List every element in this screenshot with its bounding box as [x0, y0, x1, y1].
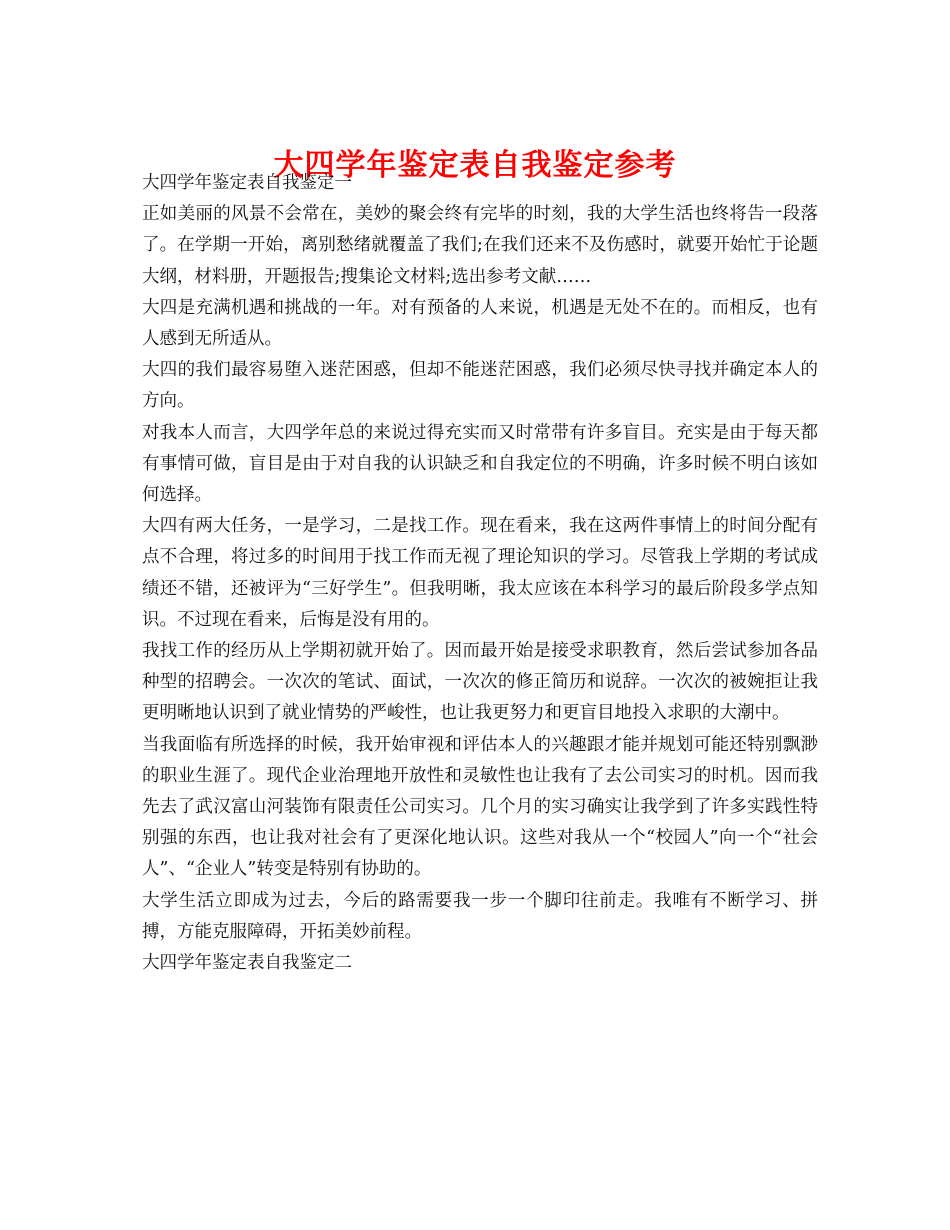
- body-paragraph: 当我面临有所选择的时候，我开始审视和评估本人的兴趣跟才能并规划可能还特别飘渺的职业生涯了。现代企业治理地开放性和灵敏性也让我有了去公司实习的时机。因而我先去了武汉富山河装饰有限责任公司实习。几个月的实习确实让我学到了许多实践性特别强的东西，也让我对社会有了更深化地认识。这些对我从一个“校园人”向一个“社会人”、“企业人”转变是特别有协助的。: [142, 734, 818, 880]
- section-heading: 大四学年鉴定表自我鉴定二: [142, 953, 352, 974]
- body-paragraph: 大四有两大任务，一是学习，二是找工作。现在看来，我在这两件事情上的时间分配有点不合理，将过多的时间用于找工作而无视了理论知识的学习。尽管我上学期的考试成绩还不错，还被评为“三好学生”。但我明晰，我太应该在本科学习的最后阶段多学点知识。不过现在看来，后悔是没有用的。: [142, 516, 818, 630]
- body-paragraph: 大学生活立即成为过去，今后的路需要我一步一个脚印往前走。我唯有不断学习、拼搏，方能克服障碍，开拓美妙前程。: [142, 890, 818, 942]
- body-paragraph: 正如美丽的风景不会常在，美妙的聚会终有完毕的时刻，我的大学生活也终将告一段落了。在学期一开始，离别愁绪就覆盖了我们;在我们还来不及伤感时，就要开始忙于论题大纲，材料册，开题报告;搜集论文材料;选出参考文献……: [142, 204, 818, 287]
- section-heading: 大四学年鉴定表自我鉴定一: [142, 173, 352, 193]
- body-paragraph: 大四是充满机遇和挑战的一年。对有预备的人来说，机遇是无处不在的。而相反，也有人感到无所适从。: [142, 297, 818, 350]
- document-title: 大四学年鉴定表自我鉴定参考: [273, 148, 677, 184]
- document-body: [142, 168, 818, 979]
- body-paragraph: 我找工作的经历从上学期初就开始了。因而最开始是接受求职教育，然后尝试参加各品种型的招聘会。一次次的笔试、面试，一次次的修正简历和说辞。一次次的被婉拒让我更明晰地认识到了就业情势的严峻性，也让我更努力和更盲目地投入求职的大潮中。: [142, 641, 818, 724]
- body-paragraph: 对我本人而言，大四学年总的来说过得充实而又时常带有许多盲目。充实是由于每天都有事情可做，盲目是由于对自我的认识缺乏和自我定位的不明确，许多时候不明白该如何选择。: [142, 422, 818, 506]
- body-paragraph: 大四的我们最容易堕入迷茫困惑，但却不能迷茫困惑，我们必须尽快寻找并确定本人的方向。: [142, 360, 818, 412]
